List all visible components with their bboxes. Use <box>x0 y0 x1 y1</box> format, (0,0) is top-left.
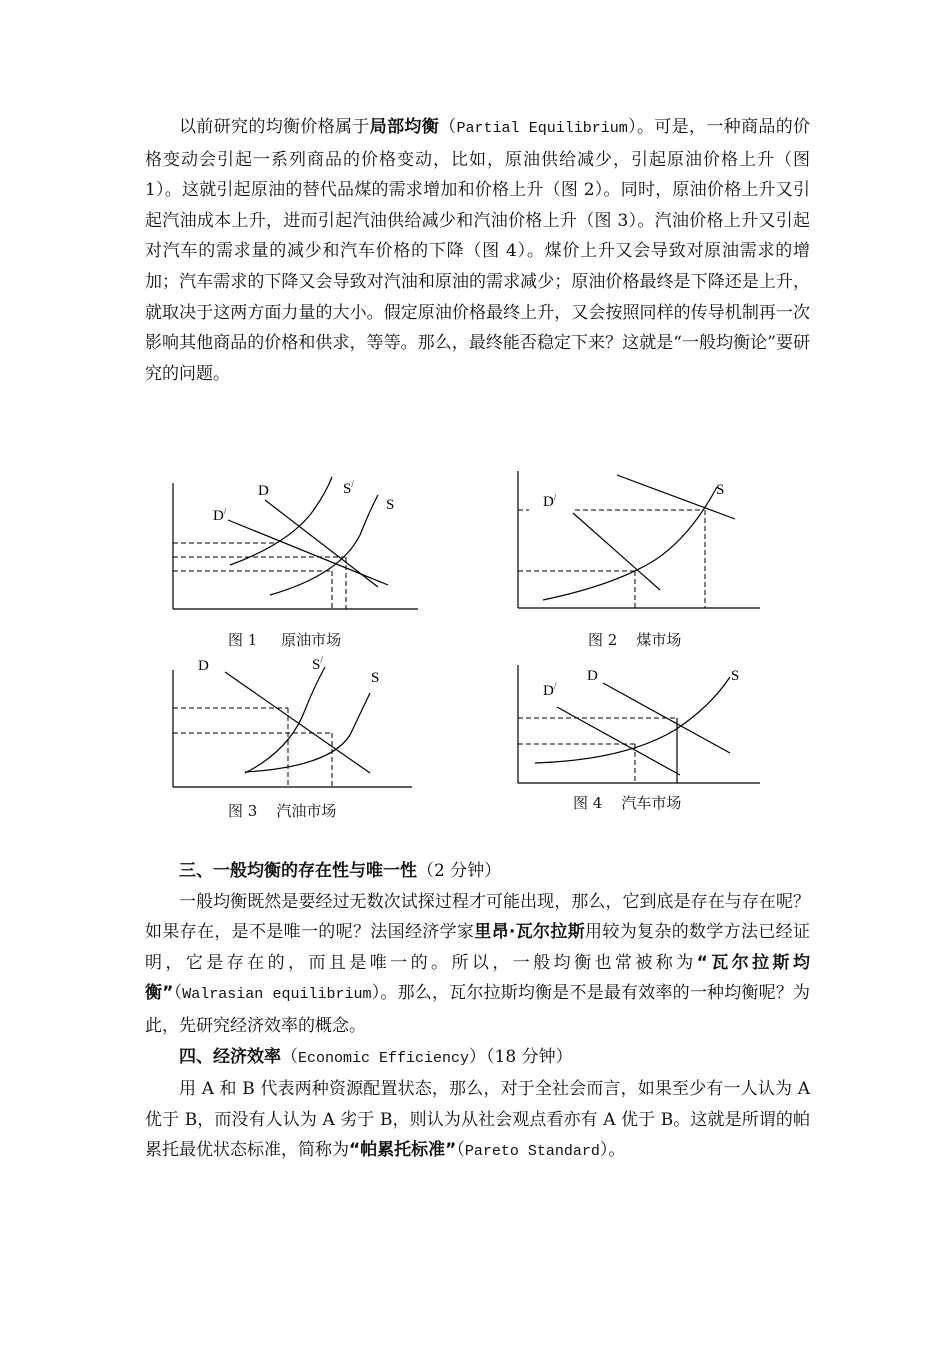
text: （ <box>456 1140 465 1161</box>
label-d-prime: D/ <box>543 681 557 699</box>
bold-term-pareto-standard: “帕累托标准” <box>349 1140 457 1161</box>
label-d: D <box>258 483 269 499</box>
label-d-prime: D/ <box>543 492 557 510</box>
text: 用 A 和 B 代表两种资源配置状态，那么，对于全社会而言，如果至少有一人认为 A 优于 B，而没有人认为 A 劣于 B，则认为从社会观点看亦有 A 优于 B。这就是所谓的帕累托最优状态标准，简称为 <box>145 1079 810 1161</box>
heading-note: （2 分钟） <box>417 861 502 881</box>
text: 以前研究的均衡价格属于 <box>179 117 370 137</box>
latin-term: Pareto Standard <box>464 1143 600 1161</box>
text: （ <box>173 983 183 1004</box>
figure-4-caption: 图 4 汽车市场 <box>573 794 682 812</box>
page-content <box>145 112 810 389</box>
heading-title: 三、一般均衡的存在性与唯一性 <box>179 861 417 881</box>
text: 一般均衡既然是要经过无数次试探过程才可能出现，那么，它到底是存在与存在呢？如果存在，是不是唯一的呢？法国经济学家 <box>145 891 810 943</box>
section-heading-4: 四、经济效率（Economic Efficiency）（18 分钟） <box>179 1046 573 1067</box>
figure-3-gasoline-market <box>150 655 430 820</box>
latin-term: Walrasian equilibrium <box>182 986 372 1004</box>
latin-term: Partial Equilibrium <box>456 120 628 137</box>
figure-4-automobile-market <box>495 655 775 812</box>
label-s: S <box>371 670 380 686</box>
label-d: D <box>198 658 209 674</box>
label-d-prime: D/ <box>213 506 227 524</box>
bold-term-walras: 里昂·瓦尔拉斯 <box>474 922 586 943</box>
text: 用较为复杂的数学方法已经证明，它是存在的，而且是唯一的。所以，一般均衡也常被称为 <box>145 922 811 973</box>
bold-term-partial-equilibrium: 局部均衡 <box>369 117 440 137</box>
figure-2-caption: 图 2 煤市场 <box>588 631 682 649</box>
paragraph-walras <box>145 887 810 1042</box>
page-content-lower <box>145 856 810 1168</box>
figure-1-crude-oil-market <box>150 465 430 649</box>
heading-title: 四、经济效率 <box>179 1046 281 1067</box>
text: ）。 <box>599 1140 626 1161</box>
label-s-prime: S/ <box>312 655 323 673</box>
text: ）。可是，一种商品的价格变动会引起一系列商品的价格变动，比如，原油供给减少，引起原油价格上升（图 1）。这就引起原油的替代品煤的需求增加和价格上升（图 2）。同时，原油价格上升又引起汽油成本上升，进而引起汽油供给减少和汽油价格上升（图 3）。汽油价格上升又引起对汽车的需求量的减少和汽车价格的下降（图 4）。煤价上升又会导致对原油需求的增加；汽车需求的下降又会导致对汽油和原油的需求减少；原油价格最终是下降还是上升，就取决于这两方面力量的大小。假定原油价格最终上升，又会按照同样的传导机制再一次影响其他商品的价格和供求，等等。那么，最终能否稳定下来？这就是“一般均衡论”要研究的问题。 <box>145 117 811 384</box>
heading-note: （18 分钟） <box>486 1046 573 1067</box>
label-s-prime: S/ <box>343 479 354 497</box>
label-s: S <box>386 497 395 513</box>
text: （ <box>439 117 457 137</box>
label-s: S <box>716 482 725 498</box>
figure-3-caption: 图 3 汽油市场 <box>228 802 337 820</box>
figure-1-caption: 图 1 原油市场 <box>228 631 342 649</box>
bold-term-walrasian-equilibrium: “瓦尔拉斯均衡” <box>145 952 810 1004</box>
figure-2-coal-market <box>495 465 775 649</box>
label-s: S <box>731 668 740 684</box>
paragraph-pareto <box>145 1074 810 1168</box>
heading-latin: Economic Efficiency <box>298 1049 470 1067</box>
text: ）。那么，瓦尔拉斯均衡是不是最有效率的一种均衡呢？为此，先研究经济效率的概念。 <box>145 983 811 1036</box>
paragraph-general-equilibrium-intro <box>145 112 810 389</box>
label-d: D <box>587 668 598 684</box>
section-heading-3 <box>145 856 810 887</box>
figure-grid <box>150 465 790 825</box>
